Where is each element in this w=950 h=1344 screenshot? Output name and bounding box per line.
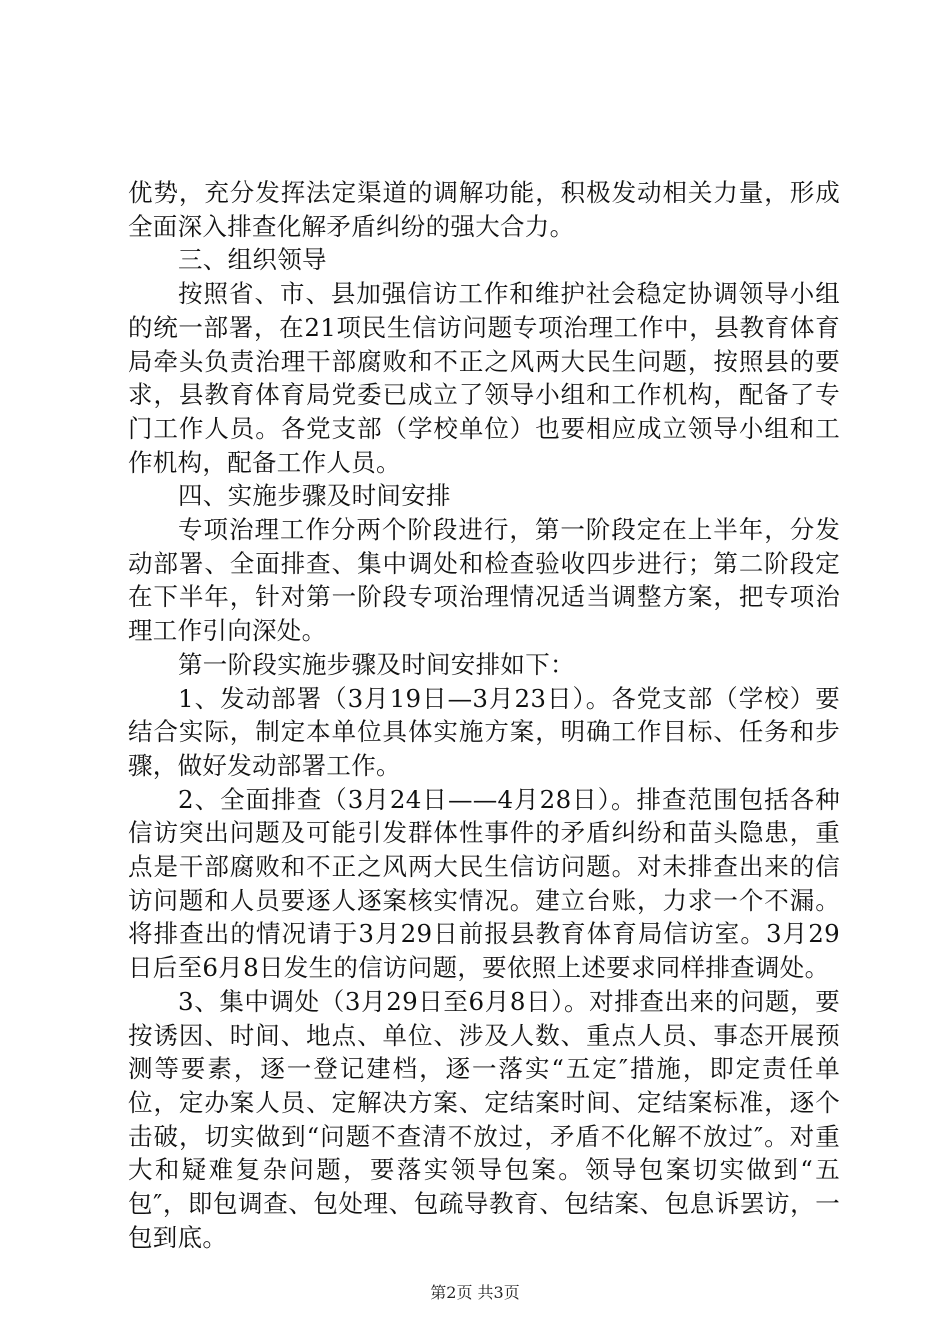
paragraph-step-mobilize: 1、发动部署（3月19日—3月23日）。各党支部（学校）要结合实际，制定本单位具体实施方案，明确工作目标、任务和步骤，做好发动部署工作。 <box>128 683 840 780</box>
paragraph-step-mediate: 3、集中调处（3月29日至6月8日）。对排查出来的问题，要按诱因、时间、地点、单位、涉及人数、重点人员、事态开展预测等要素，逐一登记建档，逐一落实“五定″措施，即定责任单位，定办案人员、定解决方案、定结案时间、定结案标准，逐个击破，切实做到“问题不查清不放过，矛盾不化解不放过″。对重大和疑难复杂问题，要落实领导包案。领导包案切实做到“五包″，即包调查、包处理、包疏导教育、包结案、包息诉罢访，一包到底。 <box>128 986 840 1252</box>
paragraph-stage-one-intro: 第一阶段实施步骤及时间安排如下： <box>178 649 575 679</box>
section-heading-steps: 四、实施步骤及时间安排 <box>178 481 451 511</box>
paragraph-organization: 按照省、市、县加强信访工作和维护社会稳定协调领导小组的统一部署，在21项民生信访问题专项治理工作中，县教育体育局牵头负责治理干部腐败和不正之风两大民生问题，按照县的要求，县教育体育局党委已成立了领导小组和工作机构，配备了专门工作人员。各党支部（学校单位）也要相应成立领导小组和工作机构，配备工作人员。 <box>128 279 840 477</box>
page-number-footer: 第2页 共3页 <box>430 1283 520 1302</box>
document-body <box>128 176 840 1255</box>
paragraph-continuation: 优势，充分发挥法定渠道的调解功能，积极发动相关力量，形成全面深入排查化解矛盾纠纷的强大合力。 <box>128 178 840 241</box>
paragraph-stages: 专项治理工作分两个阶段进行，第一阶段定在上半年，分发动部署、全面排查、集中调处和检查验收四步进行；第二阶段定在下半年，针对第一阶段专项治理情况适当调整方案，把专项治理工作引向深处。 <box>128 515 840 646</box>
paragraph-step-investigate: 2、全面排查（3月24日——4月28日）。排查范围包括各种信访突出问题及可能引发群体性事件的矛盾纠纷和苗头隐患，重点是干部腐败和不正之风两大民生信访问题。对未排查出来的信访问题和人员要逐人逐案核实情况。建立台账，力求一个不漏。将排查出的情况请于3月29日前报县教育体育局信访室。3月29日后至6月8日发生的信访问题，要依照上述要求同样排查调处。 <box>128 784 840 983</box>
section-heading-organization: 三、组织领导 <box>178 245 327 275</box>
